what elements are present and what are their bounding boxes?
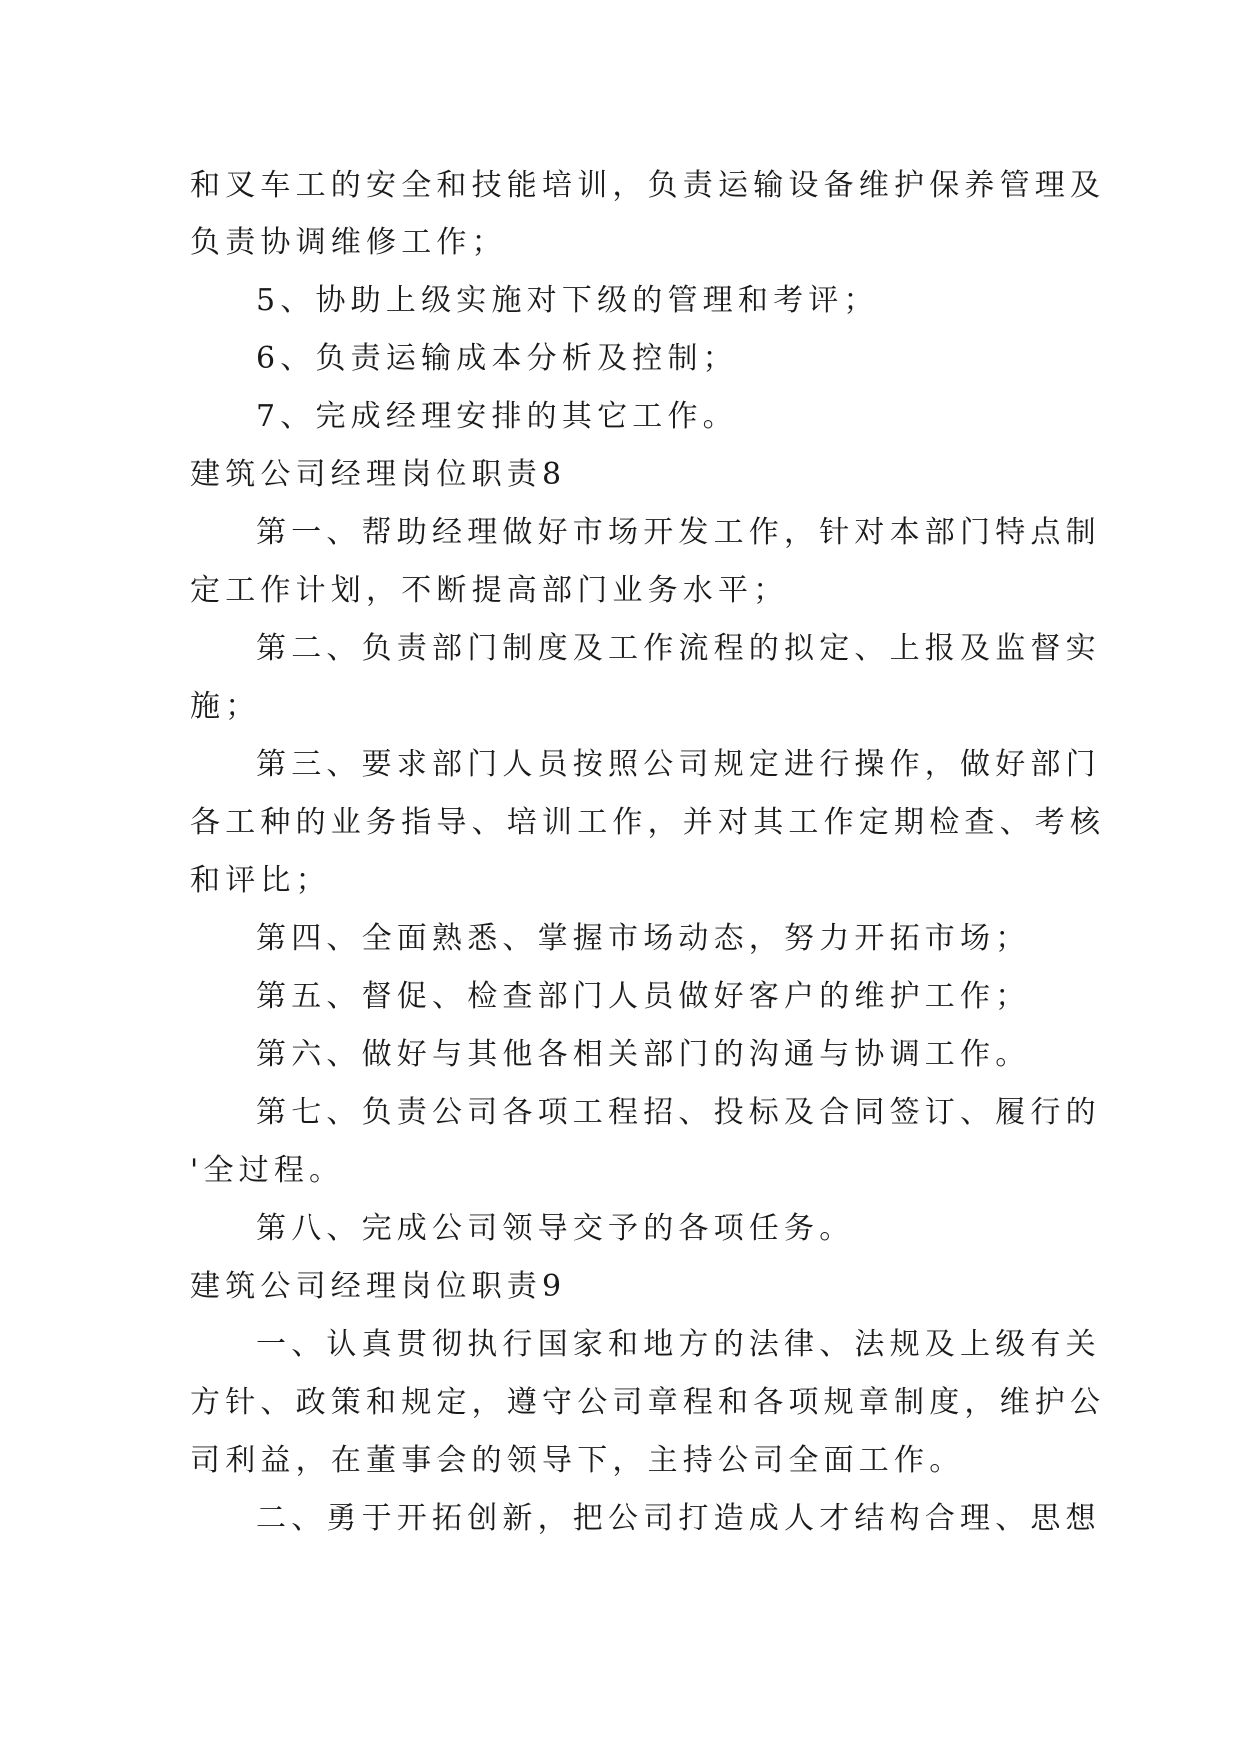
paragraph-line: 第一、帮助经理做好市场开发工作，针对本部门特点制 <box>256 515 1101 550</box>
paragraph-line: 第七、负责公司各项工程招、投标及合同签订、履行的 <box>256 1095 1101 1130</box>
paragraph-line: 各工种的业务指导、培训工作，并对其工作定期检查、考核 <box>190 805 1106 840</box>
paragraph-line: 第八、完成公司领导交予的各项任务。 <box>256 1211 855 1246</box>
paragraph-line: 方针、政策和规定，遵守公司章程和各项规章制度，维护公 <box>190 1385 1106 1420</box>
paragraph-line: 施； <box>190 689 261 724</box>
paragraph-line: 6、负责运输成本分析及控制； <box>256 341 738 376</box>
paragraph-line: 7、完成经理安排的其它工作。 <box>256 399 738 434</box>
paragraph-line: 和叉车工的安全和技能培训，负责运输设备维护保养管理及 <box>190 168 1106 203</box>
paragraph-line: 第三、要求部门人员按照公司规定进行操作，做好部门 <box>256 747 1101 782</box>
paragraph-line: 一、认真贯彻执行国家和地方的法律、法规及上级有关 <box>256 1327 1101 1362</box>
paragraph-line: 第二、负责部门制度及工作流程的拟定、上报及监督实 <box>256 631 1101 666</box>
section-heading: 建筑公司经理岗位职责9 <box>190 1269 567 1304</box>
section-heading: 建筑公司经理岗位职责8 <box>190 457 567 492</box>
paragraph-line: 第四、全面熟悉、掌握市场动态，努力开拓市场； <box>256 921 1031 956</box>
paragraph-line: 和评比； <box>190 863 331 898</box>
paragraph-line: 司利益，在董事会的领导下，主持公司全面工作。 <box>190 1443 965 1478</box>
paragraph-line: 定工作计划，不断提高部门业务水平； <box>190 573 789 608</box>
paragraph-line: 第六、做好与其他各相关部门的沟通与协调工作。 <box>256 1037 1031 1072</box>
paragraph-line: 负责协调维修工作； <box>190 225 507 260</box>
paragraph-line: 5、协助上级实施对下级的管理和考评； <box>256 283 879 318</box>
paragraph-line: 二、勇于开拓创新，把公司打造成人才结构合理、思想 <box>256 1501 1101 1536</box>
paragraph-line: 第五、督促、检查部门人员做好客户的维护工作； <box>256 979 1031 1014</box>
paragraph-line: '全过程。 <box>190 1153 345 1188</box>
